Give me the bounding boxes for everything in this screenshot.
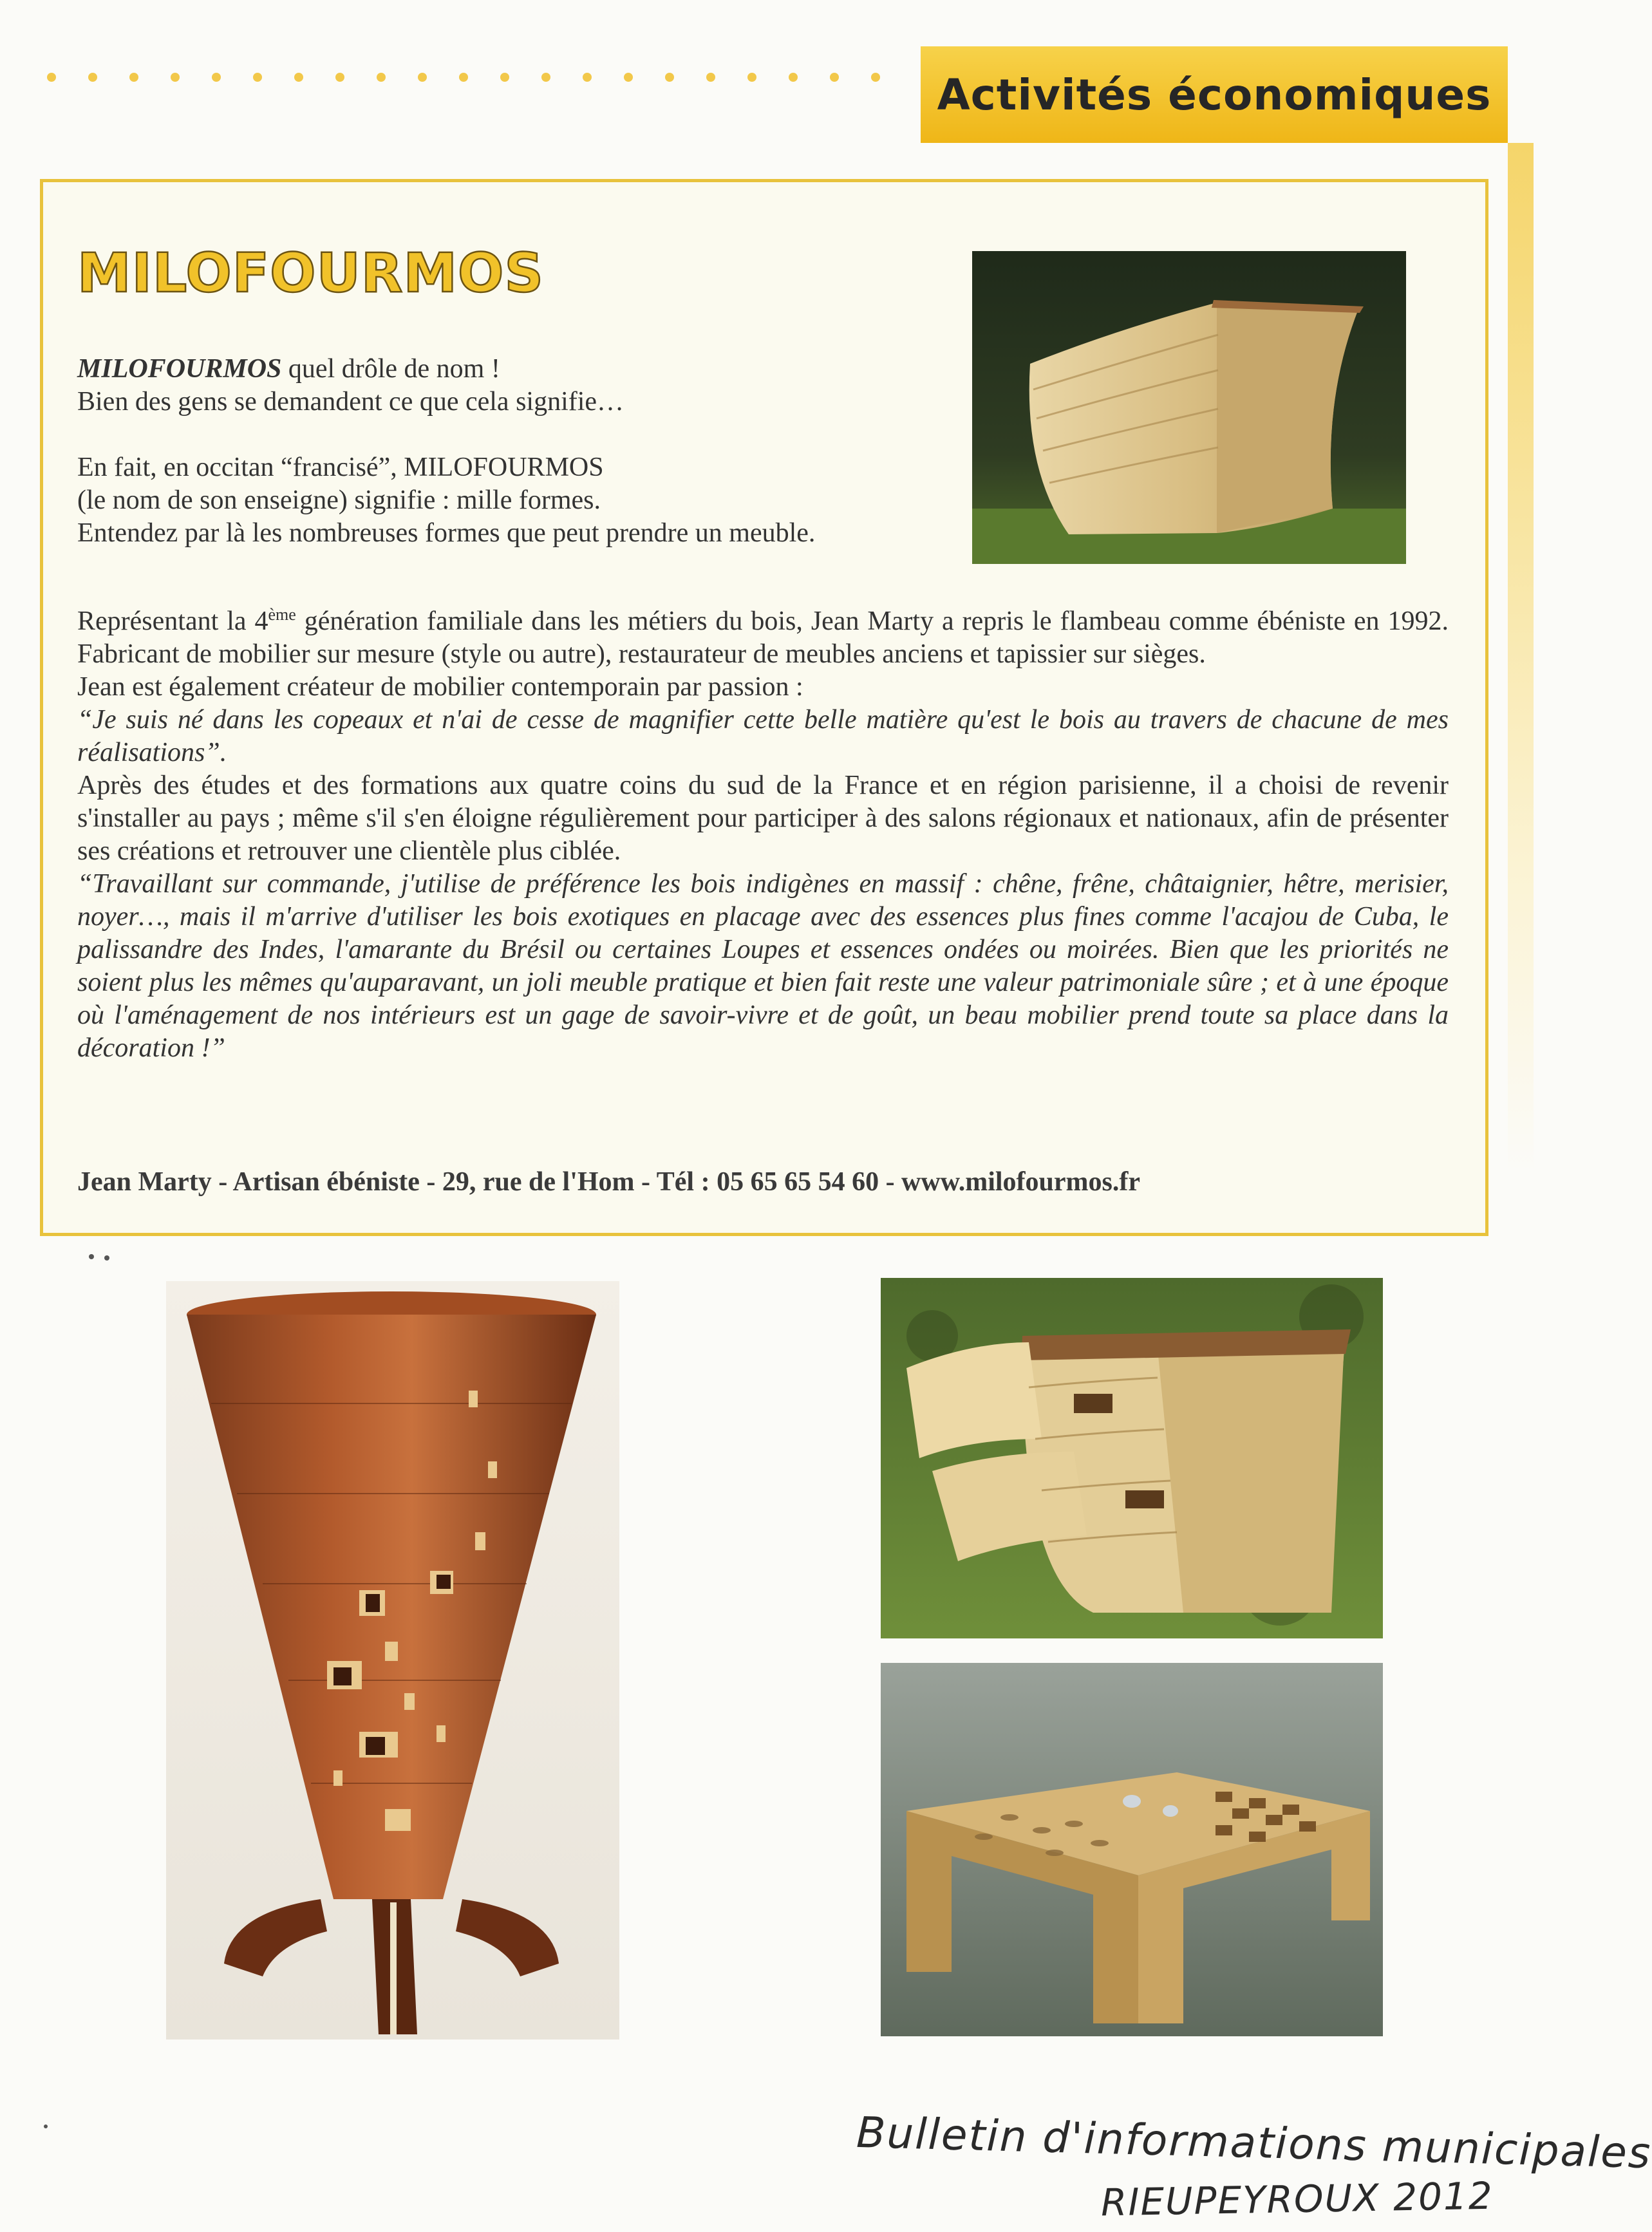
speck	[89, 1254, 94, 1259]
handwritten-line-1: Bulletin d'informations municipales	[856, 2107, 1652, 2179]
section-title: Activités économiques	[937, 70, 1492, 120]
intro-line-2: Bien des gens se demandent ce que cela signifie…	[77, 387, 624, 417]
intro-line-5: Entendez par là les nombreuses formes que peut prendre un meuble.	[77, 518, 816, 548]
article-brand-title: MILOFOURMOS	[77, 241, 544, 305]
section-header-tab	[921, 46, 1508, 143]
page-edge-shade	[1508, 143, 1534, 1173]
handwritten-signature	[856, 2107, 1652, 2227]
body-quote-2: “Travaillant sur commande, j'utilise de préférence les bois indigènes en massif : chêne, frêne, châtaignier, hêtre, merisier, noyer…, mais il m'arrive d'utiliser les bois exotiques en placage avec des essences plus fines comme l'acajou de Cuba, le palissandre des Indes, l'amarante du Brésil ou certaines Loupes et essences ondées ou moirées. Bien que les priorités ne soient plus les mêmes qu'auparavant, un joli meuble pratique et bien fait reste une valeur patrimoniale sûre ; et à une époque où l'aménagement de nos intérieurs est un gage de savoir-vivre et de goût, un beau mobilier prend toute sa place dans la décoration !”	[77, 869, 1449, 1063]
article-intro	[77, 353, 940, 550]
article-body	[77, 605, 1449, 1065]
intro-line-1-rest: quel drôle de nom !	[281, 354, 500, 384]
intro-line-1	[77, 353, 940, 386]
para1-rest: génération familiale dans les métiers du bois, Jean Marty a repris le flambeau comme ébéniste en 1992. Fabricant de mobilier sur mesure (style ou autre), restaurateur de meubles anciens et tapissier sur sièges.	[77, 606, 1449, 669]
intro-line-4: (le nom de son enseigne) signifie : mille formes.	[77, 485, 601, 515]
para1-superscript: ème	[268, 605, 296, 624]
photo-curved-cabinet	[972, 251, 1406, 564]
body-paragraph-2: Jean est également créateur de mobilier contemporain par passion :	[77, 672, 803, 702]
body-paragraph-3: Après des études et des formations aux quatre coins du sud de la France et en région parisienne, il a choisi de revenir s'installer au pays ; même s'il s'en éloigne régulièrement pour participer à des salons régionaux et nationaux, afin de présenter ses créations et retrouver une clientèle plus ciblée.	[77, 771, 1449, 866]
handwritten-line-2: RIEUPEYROUX 2012	[1100, 2173, 1494, 2225]
intro-brand-italic: MILOFOURMOS	[77, 354, 282, 384]
photo-coffee-table	[881, 1663, 1383, 2036]
photo-drawer-cabinet	[881, 1278, 1383, 1638]
body-quote-1: “Je suis né dans les copeaux et n'ai de cesse de magnifier cette belle matière qu'est le bois au travers de chacune de mes réalisations”.	[77, 705, 1449, 767]
intro-line-3: En fait, en occitan “francisé”, MILOFOURMOS	[77, 453, 604, 482]
speck	[104, 1255, 109, 1261]
speck	[44, 2124, 48, 2128]
dotted-rule	[45, 64, 908, 90]
contact-line: Jean Marty - Artisan ébéniste - 29, rue de l'Hom - Tél : 05 65 65 54 60 - www.milofourmos.fr	[77, 1167, 1141, 1197]
para1-start: Représentant la 4	[77, 606, 268, 636]
body-paragraph-1	[77, 605, 1449, 671]
photo-conical-chest	[166, 1281, 619, 2040]
